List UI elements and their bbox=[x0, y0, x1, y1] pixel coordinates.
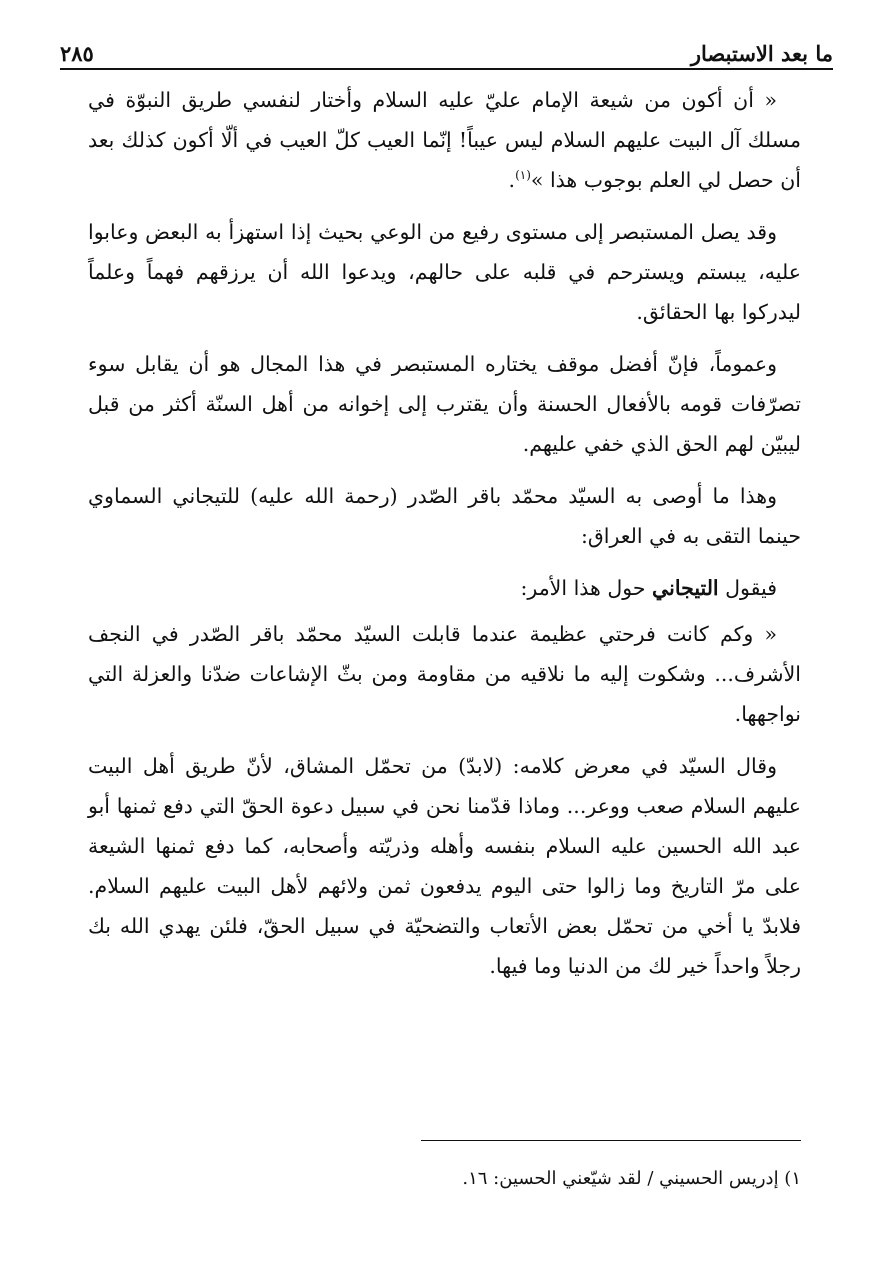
paragraph-quote-intro: « أن أكون من شيعة الإمام عليّ عليه السلام وأختار لنفسي طريق النبوّة في مسلك آل البيت عليهم السلام ليس عيباً! إنّما العيب كلّ العيب في ألّا أكون كذلك بعد أن حصل لي العلم بوجوب هذا »$^{(١)}$. bbox=[88, 88, 801, 192]
page-number: ٢٨٥ bbox=[60, 41, 94, 66]
header-rule bbox=[60, 68, 833, 72]
footnote: ١) إدريس الحسيني / لقد شيّعني الحسين: ١٦. bbox=[462, 1168, 801, 1189]
paragraph-sayyid-speech: وقال السيّد في معرض كلامه: (لابدّ) من تحمّل المشاق، لأنّ طريق أهل البيت عليهم السلام صعب ووعر... وماذا قدّمنا نحن في سبيل دعوة الحقّ التي دفع ثمنها أبو عبد الله الحسين عليه السلام بنفسه وأهله وذريّته وأصحابه، كما دفع ثمنها الشيعة على مرّ التاريخ وما زالوا حتى اليوم يدفعون ثمن ولائهم لأهل البيت عليهم السلام. فلابدّ يا أخي من تحمّل بعض الأتعاب والتضحيّة في سبيل الحقّ، فلئن يهدي الله بك رجلاً واحداً خير لك من الدنيا وما فيها. bbox=[88, 754, 801, 978]
paragraph-awareness: وقد يصل المستبصر إلى مستوى رفيع من الوعي بحيث إذا استهزأ به البعض وعابوا عليه، يبستم ويسترحم في قلبه على حالهم، ويدعوا الله أن يرزقهم فهماً وعلماً ليدركوا بها الحقائق. bbox=[88, 220, 801, 324]
footnote-rule bbox=[421, 1140, 801, 1142]
paragraph-meeting-quote: « وكم كانت فرحتي عظيمة عندما قابلت السيّد محمّد باقر الصّدر في النجف الأشرف... وشكوت إليه ما نلاقيه من مقاومة ومن بثّ الإشاعات ضدّنا والعزلة التي نواجهها. bbox=[88, 622, 801, 726]
chapter-title: ما بعد الاستبصار bbox=[690, 41, 833, 66]
paragraph-sadr-advice: وهذا ما أوصى به السيّد محمّد باقر الصّدر (رحمة الله عليه) للتيجاني السماوي حينما التقى به في العراق: bbox=[88, 484, 801, 548]
footnote-ref: (١) bbox=[515, 168, 531, 183]
running-header bbox=[60, 30, 833, 66]
paragraph-best-stance: وعموماً، فإنّ أفضل موقف يختاره المستبصر في هذا المجال هو أن يقابل سوء تصرّفات قومه بالأفعال الحسنة وأن يقترب إلى إخوانه من أهل السنّة أكثر من قبل ليبيّن لهم الحق الذي خفي عليهم. bbox=[88, 352, 801, 456]
tijani-name: التيجاني bbox=[652, 576, 719, 600]
paragraph-tijani-lead: فيقول التيجاني حول هذا الأمر: bbox=[520, 576, 777, 600]
main-text bbox=[88, 80, 801, 998]
